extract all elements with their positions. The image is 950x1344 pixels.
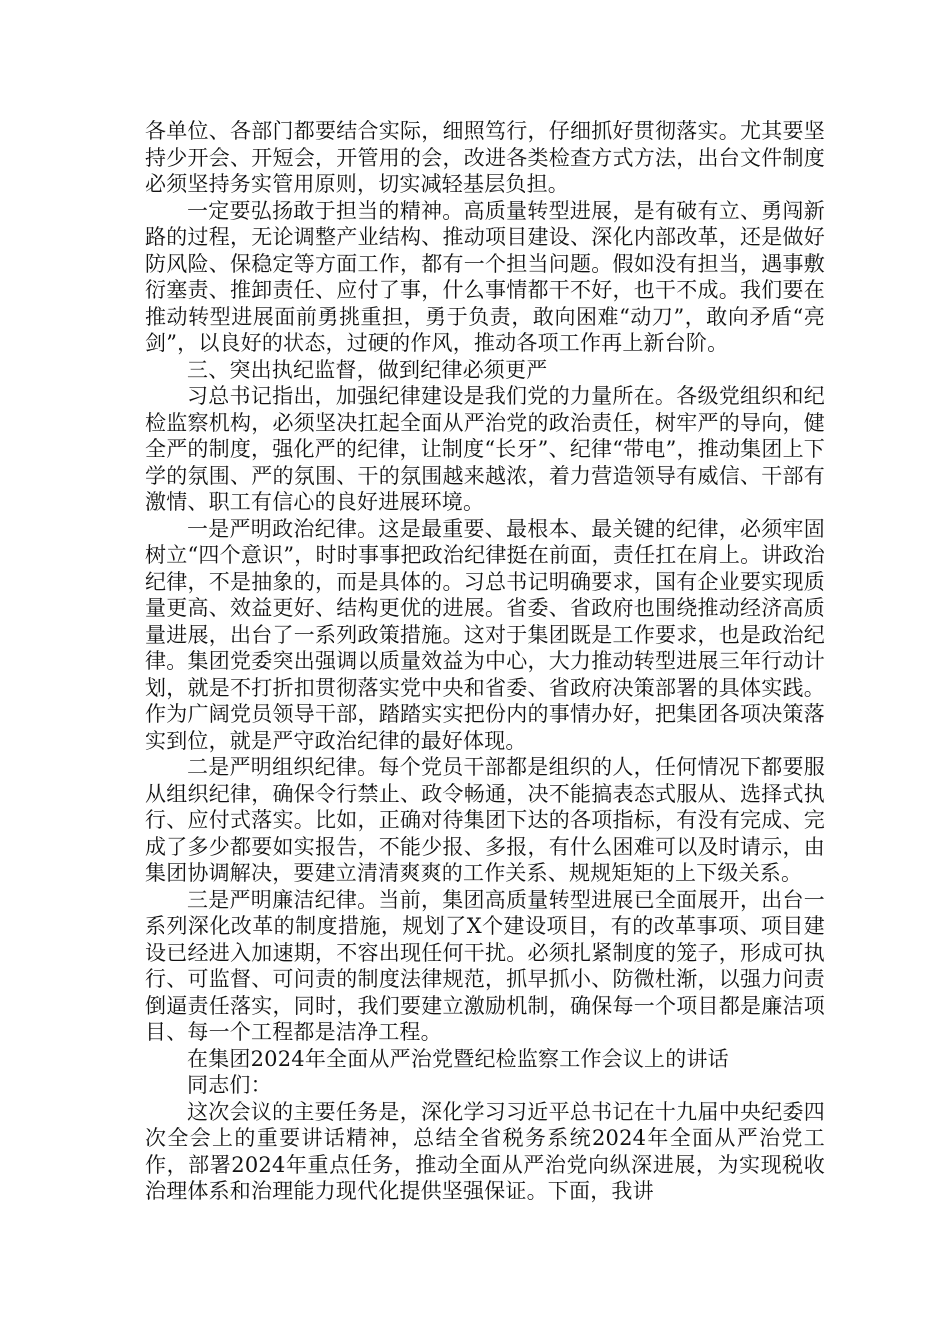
paragraph-integrity-discipline: 三是严明廉洁纪律。当前，集团高质量转型进展已全面展开，出台一系列深化改革的制度措施，规划了X个建设项目，有的改革事项、项目建设已经进入加速期，不容出现任何干扰。必须扎紧制度的笼子，形成可执行、可监督、可问责的制度法律规范，抓早抓小、防微杜渐，以强力问责倒逼责任落实，同时，我们要建立激励机制，确保每一个项目都是廉洁项目、每一个工程都是洁净工程。 [145,887,825,1044]
paragraph-organizational-discipline: 二是严明组织纪律。每个党员干部都是组织的人，任何情况下都要服从组织纪律，确保令行禁止、政令畅通，决不能搞表态式服从、选择式执行、应付式落实。比如，正确对待集团下达的各项指标，有没有完成、完成了多少都要如实报告，不能少报、多报，有什么困难可以及时请示，由集团协调解决，要建立清清爽爽的工作关系、规规矩矩的上下级关系。 [145,755,825,885]
paragraph-political-discipline: 一是严明政治纪律。这是最重要、最根本、最关键的纪律，必须牢固树立“四个意识”，时时事事把政治纪律挺在前面，责任扛在肩上。讲政治纪律，不是抽象的，而是具体的。习总书记明确要求，国有企业要实现质量更高、效益更好、结构更优的进展。省委、省政府也围绕推动经济高质量进展，出台了一系列政策措施。这对于集团既是工作要求，也是政治纪律。集团党委突出强调以质量效益为中心，大力推动转型进展三年行动计划，就是不打折扣贯彻落实党中央和省委、省政府决策部署的具体实践。作为广阔党员领导干部，踏踏实实把份内的事情办好，把集团各项决策落实到位，就是严守政治纪律的最好体现。 [145,516,825,753]
paragraph-discipline-intro: 习总书记指出，加强纪律建设是我们党的力量所在。各级党组织和纪检监察机构，必须坚决扛起全面从严治党的政治责任，树牢严的导向，健全严的制度，强化严的纪律，让制度“长牙”、纪律“带电”，推动集团上下学的氛围、严的氛围、干的氛围越来越浓，着力营造领导有威信、干部有激情、职工有信心的良好进展环境。 [145,384,825,514]
paragraph-continuation: 各单位、各部门都要结合实际，细照笃行，仔细抓好贯彻落实。尤其要坚持少开会、开短会，开管用的会，改进各类检查方式方法，出台文件制度必须坚持务实管用原则，切实减轻基层负担。 [145,119,825,196]
salutation: 同志们： [187,1073,272,1097]
paragraph-meeting-task: 这次会议的主要任务是，深化学习习近平总书记在十九届中央纪委四次全会上的重要讲话精神，总结全省税务系统2024年全面从严治党工作，部署2024年重点任务，推动全面从严治党向纵深进展，为实现税收治理体系和治理能力现代化提供坚强保证。下面，我讲 [145,1099,825,1203]
speech-title: 在集团2024年全面从严治党暨纪检监察工作会议上的讲话 [187,1046,729,1071]
section-heading-discipline: 三、突出执纪监督，做到纪律必须更严 [187,357,548,382]
document-body [145,118,825,1205]
paragraph-courage: 一定要弘扬敢于担当的精神。高质量转型进展，是有破有立、勇闯新路的过程，无论调整产业结构、推动项目建设、深化内部改革，还是做好防风险、保稳定等方面工作，都有一个担当问题。假如没有担当，遇事敷衍塞责、推卸责任、应付了事，什么事情都干不好，也干不成。我们要在推动转型进展面前勇挑重担，勇于负责，敢向困难“动刀”，敢向矛盾“亮剑”，以良好的状态，过硬的作风，推动各项工作再上新台阶。 [145,198,825,355]
